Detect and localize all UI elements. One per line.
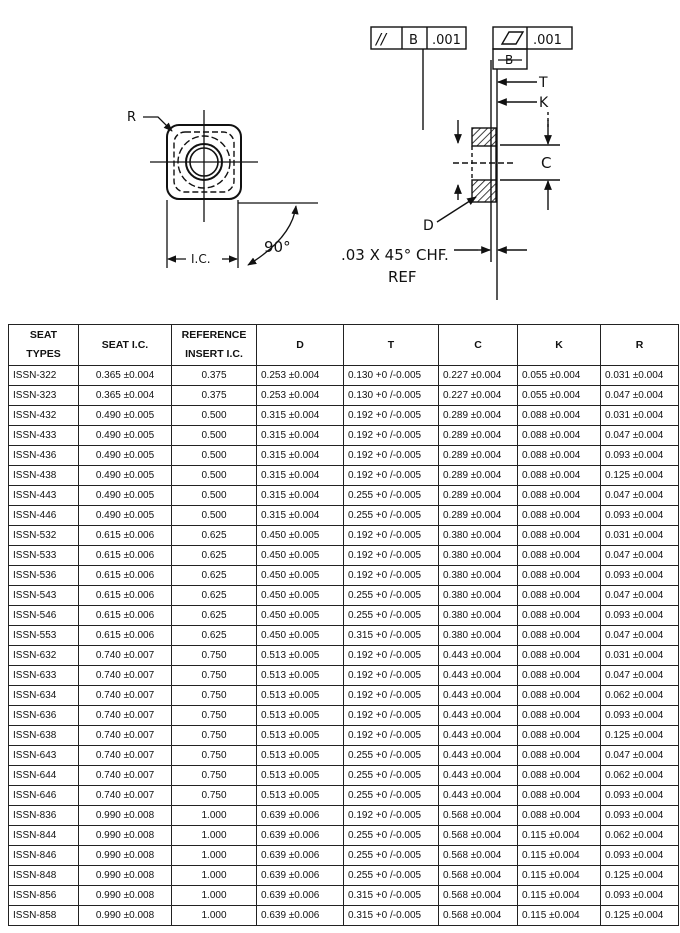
cell-seat-ic: 0.615 ±0.006: [79, 566, 172, 586]
cell-t-value: 0.255 +0 /-0.005: [344, 766, 439, 786]
cell-r-value: 0.031 ±0.004: [601, 526, 679, 546]
cell-d-value: 0.315 ±0.004: [257, 486, 344, 506]
table-row: [9, 526, 679, 546]
cell-seat-ic: 0.990 ±0.008: [79, 866, 172, 886]
cell-reference-insert-ic: 0.375: [172, 386, 257, 406]
cell-seat-type: ISSN-846: [9, 846, 79, 866]
cell-r-value: 0.047 ±0.004: [601, 586, 679, 606]
cell-d-value: 0.513 ±0.005: [257, 686, 344, 706]
cell-c-value: 0.443 ±0.004: [439, 666, 518, 686]
table-row: [9, 586, 679, 606]
cell-reference-insert-ic: 0.625: [172, 546, 257, 566]
table-row: [9, 406, 679, 426]
cell-k-value: 0.088 ±0.004: [518, 406, 601, 426]
cell-d-value: 0.315 ±0.004: [257, 466, 344, 486]
cell-seat-type: ISSN-536: [9, 566, 79, 586]
cell-reference-insert-ic: 0.625: [172, 526, 257, 546]
cell-t-value: 0.255 +0 /-0.005: [344, 866, 439, 886]
angle-arc: [248, 206, 296, 265]
cell-c-value: 0.443 ±0.004: [439, 686, 518, 706]
table-row: [9, 866, 679, 886]
table-header-row: [9, 325, 679, 366]
cell-seat-ic: 0.740 ±0.007: [79, 766, 172, 786]
section-lower: [472, 180, 496, 202]
cell-reference-insert-ic: 0.750: [172, 706, 257, 726]
cell-reference-insert-ic: 1.000: [172, 806, 257, 826]
table-row: [9, 546, 679, 566]
cell-seat-type: ISSN-643: [9, 746, 79, 766]
cell-d-value: 0.450 ±0.005: [257, 546, 344, 566]
header-c: C: [439, 325, 518, 366]
cell-d-value: 0.315 ±0.004: [257, 446, 344, 466]
cell-c-value: 0.289 ±0.004: [439, 446, 518, 466]
cell-r-value: 0.125 ±0.004: [601, 866, 679, 886]
cell-reference-insert-ic: 0.750: [172, 766, 257, 786]
cell-c-value: 0.380 ±0.004: [439, 546, 518, 566]
cell-reference-insert-ic: 1.000: [172, 866, 257, 886]
cell-d-value: 0.639 ±0.006: [257, 806, 344, 826]
cell-c-value: 0.380 ±0.004: [439, 526, 518, 546]
cell-seat-ic: 0.740 ±0.007: [79, 706, 172, 726]
cell-k-value: 0.115 ±0.004: [518, 886, 601, 906]
cell-r-value: 0.125 ±0.004: [601, 466, 679, 486]
cell-seat-ic: 0.990 ±0.008: [79, 886, 172, 906]
cell-reference-insert-ic: 0.375: [172, 366, 257, 386]
cell-r-value: 0.047 ±0.004: [601, 626, 679, 646]
cell-seat-type: ISSN-546: [9, 606, 79, 626]
cell-k-value: 0.088 ±0.004: [518, 566, 601, 586]
cell-reference-insert-ic: 0.750: [172, 686, 257, 706]
header-d: D: [257, 325, 344, 366]
cell-seat-type: ISSN-446: [9, 506, 79, 526]
cell-r-value: 0.125 ±0.004: [601, 726, 679, 746]
cell-seat-type: ISSN-438: [9, 466, 79, 486]
cell-reference-insert-ic: 0.750: [172, 646, 257, 666]
cell-seat-ic: 0.740 ±0.007: [79, 666, 172, 686]
table-row: [9, 626, 679, 646]
cell-k-value: 0.088 ±0.004: [518, 606, 601, 626]
cell-t-value: 0.192 +0 /-0.005: [344, 466, 439, 486]
cell-seat-type: ISSN-634: [9, 686, 79, 706]
cell-seat-type: ISSN-553: [9, 626, 79, 646]
cell-k-value: 0.055 ±0.004: [518, 386, 601, 406]
header-reference-insert: REFERENCE INSERT I.C.: [172, 325, 257, 366]
cell-k-value: 0.088 ±0.004: [518, 786, 601, 806]
cell-seat-ic: 0.740 ±0.007: [79, 686, 172, 706]
cell-reference-insert-ic: 1.000: [172, 886, 257, 906]
table-row: [9, 906, 679, 926]
cell-t-value: 0.192 +0 /-0.005: [344, 686, 439, 706]
table-row: [9, 846, 679, 866]
cell-r-value: 0.031 ±0.004: [601, 366, 679, 386]
cell-r-value: 0.062 ±0.004: [601, 686, 679, 706]
cell-t-value: 0.192 +0 /-0.005: [344, 726, 439, 746]
label-r: R: [127, 110, 137, 125]
cell-r-value: 0.047 ±0.004: [601, 666, 679, 686]
cell-r-value: 0.093 ±0.004: [601, 706, 679, 726]
label-ref: REF: [388, 268, 417, 286]
cell-r-value: 0.047 ±0.004: [601, 746, 679, 766]
table-row: [9, 366, 679, 386]
cell-t-value: 0.315 +0 /-0.005: [344, 906, 439, 926]
cell-k-value: 0.088 ±0.004: [518, 506, 601, 526]
cell-seat-type: ISSN-632: [9, 646, 79, 666]
cell-c-value: 0.443 ±0.004: [439, 706, 518, 726]
cell-t-value: 0.192 +0 /-0.005: [344, 806, 439, 826]
table-body: [9, 366, 679, 926]
cell-seat-type: ISSN-323: [9, 386, 79, 406]
cell-reference-insert-ic: 0.625: [172, 566, 257, 586]
cell-k-value: 0.088 ±0.004: [518, 466, 601, 486]
cell-k-value: 0.055 ±0.004: [518, 366, 601, 386]
cell-seat-type: ISSN-633: [9, 666, 79, 686]
cell-seat-type: ISSN-433: [9, 426, 79, 446]
cell-t-value: 0.315 +0 /-0.005: [344, 626, 439, 646]
top-view: [143, 110, 318, 268]
cell-seat-ic: 0.740 ±0.007: [79, 746, 172, 766]
cell-d-value: 0.253 ±0.004: [257, 366, 344, 386]
table-row: [9, 886, 679, 906]
header-k: K: [518, 325, 601, 366]
cell-seat-type: ISSN-856: [9, 886, 79, 906]
cell-r-value: 0.047 ±0.004: [601, 546, 679, 566]
cell-seat-ic: 0.740 ±0.007: [79, 786, 172, 806]
cell-r-value: 0.093 ±0.004: [601, 786, 679, 806]
label-angle: 90°: [264, 238, 291, 256]
table-row: [9, 786, 679, 806]
table-row: [9, 466, 679, 486]
cell-seat-ic: 0.990 ±0.008: [79, 906, 172, 926]
cell-reference-insert-ic: 0.750: [172, 726, 257, 746]
table-row: [9, 766, 679, 786]
header-seat-ic: SEAT I.C.: [79, 325, 172, 366]
cell-k-value: 0.088 ±0.004: [518, 686, 601, 706]
cell-k-value: 0.115 ±0.004: [518, 846, 601, 866]
table-row: [9, 686, 679, 706]
cell-t-value: 0.255 +0 /-0.005: [344, 586, 439, 606]
cell-reference-insert-ic: 0.750: [172, 746, 257, 766]
table-row: [9, 806, 679, 826]
cell-d-value: 0.315 ±0.004: [257, 506, 344, 526]
cell-t-value: 0.192 +0 /-0.005: [344, 426, 439, 446]
label-chamfer: .03 X 45° CHF.: [341, 246, 449, 264]
cell-d-value: 0.450 ±0.005: [257, 566, 344, 586]
cell-r-value: 0.093 ±0.004: [601, 506, 679, 526]
technical-drawing: [0, 0, 680, 300]
cell-c-value: 0.443 ±0.004: [439, 786, 518, 806]
table-row: [9, 726, 679, 746]
cell-k-value: 0.088 ±0.004: [518, 766, 601, 786]
datum-b: B: [505, 53, 514, 67]
cell-d-value: 0.450 ±0.005: [257, 626, 344, 646]
cell-seat-ic: 0.990 ±0.008: [79, 806, 172, 826]
cell-t-value: 0.192 +0 /-0.005: [344, 666, 439, 686]
label-ic: I.C.: [191, 252, 211, 266]
header-t: T: [344, 325, 439, 366]
cell-r-value: 0.047 ±0.004: [601, 486, 679, 506]
cell-c-value: 0.380 ±0.004: [439, 626, 518, 646]
cell-r-value: 0.093 ±0.004: [601, 806, 679, 826]
cell-d-value: 0.513 ±0.005: [257, 646, 344, 666]
parallel-datum: B: [409, 33, 418, 48]
table-row: [9, 426, 679, 446]
cell-seat-type: ISSN-322: [9, 366, 79, 386]
cell-seat-type: ISSN-533: [9, 546, 79, 566]
cell-c-value: 0.568 ±0.004: [439, 846, 518, 866]
cell-seat-type: ISSN-646: [9, 786, 79, 806]
cell-k-value: 0.088 ±0.004: [518, 446, 601, 466]
cell-r-value: 0.125 ±0.004: [601, 906, 679, 926]
cell-t-value: 0.192 +0 /-0.005: [344, 566, 439, 586]
cell-d-value: 0.639 ±0.006: [257, 866, 344, 886]
cell-c-value: 0.568 ±0.004: [439, 906, 518, 926]
cell-seat-ic: 0.615 ±0.006: [79, 586, 172, 606]
cell-seat-type: ISSN-644: [9, 766, 79, 786]
cell-d-value: 0.513 ±0.005: [257, 726, 344, 746]
cell-k-value: 0.088 ±0.004: [518, 526, 601, 546]
cell-seat-ic: 0.490 ±0.005: [79, 406, 172, 426]
cell-seat-type: ISSN-844: [9, 826, 79, 846]
cell-k-value: 0.115 ±0.004: [518, 866, 601, 886]
cell-seat-ic: 0.490 ±0.005: [79, 506, 172, 526]
cell-c-value: 0.443 ±0.004: [439, 646, 518, 666]
cell-d-value: 0.450 ±0.005: [257, 526, 344, 546]
cell-t-value: 0.192 +0 /-0.005: [344, 406, 439, 426]
cell-d-value: 0.513 ±0.005: [257, 786, 344, 806]
cell-t-value: 0.255 +0 /-0.005: [344, 606, 439, 626]
cell-reference-insert-ic: 0.500: [172, 486, 257, 506]
cell-k-value: 0.088 ±0.004: [518, 546, 601, 566]
cell-t-value: 0.192 +0 /-0.005: [344, 526, 439, 546]
table-row: [9, 446, 679, 466]
cell-seat-ic: 0.365 ±0.004: [79, 366, 172, 386]
cell-k-value: 0.088 ±0.004: [518, 586, 601, 606]
label-d: D: [423, 218, 434, 234]
cell-d-value: 0.315 ±0.004: [257, 406, 344, 426]
cell-reference-insert-ic: 0.500: [172, 406, 257, 426]
table-row: [9, 386, 679, 406]
cell-seat-ic: 0.740 ±0.007: [79, 646, 172, 666]
cell-c-value: 0.289 ±0.004: [439, 506, 518, 526]
cell-reference-insert-ic: 0.500: [172, 446, 257, 466]
table-row: [9, 826, 679, 846]
cell-t-value: 0.192 +0 /-0.005: [344, 706, 439, 726]
cell-r-value: 0.062 ±0.004: [601, 826, 679, 846]
cell-t-value: 0.130 +0 /-0.005: [344, 366, 439, 386]
label-c: C: [541, 154, 552, 172]
cell-k-value: 0.088 ±0.004: [518, 726, 601, 746]
cell-t-value: 0.255 +0 /-0.005: [344, 506, 439, 526]
table-row: [9, 646, 679, 666]
cell-c-value: 0.289 ±0.004: [439, 426, 518, 446]
cell-c-value: 0.289 ±0.004: [439, 406, 518, 426]
cell-t-value: 0.255 +0 /-0.005: [344, 846, 439, 866]
cell-k-value: 0.115 ±0.004: [518, 906, 601, 926]
cell-reference-insert-ic: 0.500: [172, 466, 257, 486]
cell-seat-type: ISSN-443: [9, 486, 79, 506]
cell-reference-insert-ic: 1.000: [172, 846, 257, 866]
cell-seat-type: ISSN-636: [9, 706, 79, 726]
cell-reference-insert-ic: 0.500: [172, 506, 257, 526]
section-upper: [472, 128, 496, 146]
cell-c-value: 0.443 ±0.004: [439, 766, 518, 786]
cell-d-value: 0.315 ±0.004: [257, 426, 344, 446]
table-row: [9, 606, 679, 626]
label-k: K: [539, 95, 549, 111]
cell-seat-ic: 0.490 ±0.005: [79, 466, 172, 486]
cell-seat-ic: 0.990 ±0.008: [79, 846, 172, 866]
cell-reference-insert-ic: 0.750: [172, 666, 257, 686]
header-r: R: [601, 325, 679, 366]
cell-d-value: 0.513 ±0.005: [257, 706, 344, 726]
cell-k-value: 0.088 ±0.004: [518, 486, 601, 506]
cell-k-value: 0.088 ±0.004: [518, 706, 601, 726]
cell-k-value: 0.115 ±0.004: [518, 826, 601, 846]
cell-seat-ic: 0.615 ±0.006: [79, 626, 172, 646]
cell-r-value: 0.031 ±0.004: [601, 646, 679, 666]
cell-c-value: 0.568 ±0.004: [439, 866, 518, 886]
cell-seat-type: ISSN-858: [9, 906, 79, 926]
cell-seat-type: ISSN-543: [9, 586, 79, 606]
cell-d-value: 0.513 ±0.005: [257, 666, 344, 686]
cell-r-value: 0.093 ±0.004: [601, 606, 679, 626]
cell-k-value: 0.088 ±0.004: [518, 646, 601, 666]
cell-c-value: 0.443 ±0.004: [439, 746, 518, 766]
cell-t-value: 0.255 +0 /-0.005: [344, 486, 439, 506]
cell-c-value: 0.289 ±0.004: [439, 466, 518, 486]
cell-d-value: 0.513 ±0.005: [257, 746, 344, 766]
parallel-symbol: //: [376, 30, 387, 48]
cell-r-value: 0.047 ±0.004: [601, 426, 679, 446]
cell-c-value: 0.443 ±0.004: [439, 726, 518, 746]
cell-c-value: 0.568 ±0.004: [439, 826, 518, 846]
cell-t-value: 0.255 +0 /-0.005: [344, 786, 439, 806]
table-row: [9, 486, 679, 506]
cell-seat-ic: 0.990 ±0.008: [79, 826, 172, 846]
cell-seat-ic: 0.490 ±0.005: [79, 486, 172, 506]
cell-c-value: 0.227 ±0.004: [439, 366, 518, 386]
cell-d-value: 0.639 ±0.006: [257, 846, 344, 866]
cell-c-value: 0.380 ±0.004: [439, 606, 518, 626]
cell-seat-type: ISSN-638: [9, 726, 79, 746]
cell-t-value: 0.130 +0 /-0.005: [344, 386, 439, 406]
cell-seat-type: ISSN-836: [9, 806, 79, 826]
table-row: [9, 706, 679, 726]
cell-c-value: 0.380 ±0.004: [439, 566, 518, 586]
header-seat-types: SEAT TYPES: [9, 325, 79, 366]
cell-reference-insert-ic: 0.500: [172, 426, 257, 446]
cell-t-value: 0.255 +0 /-0.005: [344, 746, 439, 766]
cell-reference-insert-ic: 0.625: [172, 586, 257, 606]
cell-r-value: 0.093 ±0.004: [601, 886, 679, 906]
cell-t-value: 0.192 +0 /-0.005: [344, 646, 439, 666]
cell-reference-insert-ic: 1.000: [172, 906, 257, 926]
cell-k-value: 0.088 ±0.004: [518, 626, 601, 646]
cell-d-value: 0.450 ±0.005: [257, 606, 344, 626]
cell-r-value: 0.062 ±0.004: [601, 766, 679, 786]
cell-reference-insert-ic: 1.000: [172, 826, 257, 846]
cell-t-value: 0.192 +0 /-0.005: [344, 446, 439, 466]
cell-seat-ic: 0.490 ±0.005: [79, 446, 172, 466]
cell-k-value: 0.088 ±0.004: [518, 746, 601, 766]
cell-r-value: 0.093 ±0.004: [601, 446, 679, 466]
cell-r-value: 0.031 ±0.004: [601, 406, 679, 426]
table-row: [9, 506, 679, 526]
cell-t-value: 0.255 +0 /-0.005: [344, 826, 439, 846]
seat-dimensions-table: [8, 324, 679, 926]
cell-reference-insert-ic: 0.750: [172, 786, 257, 806]
cell-seat-ic: 0.365 ±0.004: [79, 386, 172, 406]
cell-d-value: 0.639 ±0.006: [257, 826, 344, 846]
cell-d-value: 0.639 ±0.006: [257, 886, 344, 906]
cell-c-value: 0.380 ±0.004: [439, 586, 518, 606]
cell-seat-type: ISSN-436: [9, 446, 79, 466]
cell-seat-type: ISSN-848: [9, 866, 79, 886]
table-row: [9, 566, 679, 586]
cell-seat-ic: 0.740 ±0.007: [79, 726, 172, 746]
cell-d-value: 0.450 ±0.005: [257, 586, 344, 606]
cell-k-value: 0.088 ±0.004: [518, 806, 601, 826]
cell-seat-ic: 0.615 ±0.006: [79, 526, 172, 546]
cell-t-value: 0.315 +0 /-0.005: [344, 886, 439, 906]
cell-seat-type: ISSN-432: [9, 406, 79, 426]
cell-seat-ic: 0.490 ±0.005: [79, 426, 172, 446]
parallel-tolerance: .001: [432, 33, 461, 48]
cell-c-value: 0.568 ±0.004: [439, 886, 518, 906]
cell-seat-ic: 0.615 ±0.006: [79, 606, 172, 626]
cell-c-value: 0.227 ±0.004: [439, 386, 518, 406]
cell-c-value: 0.568 ±0.004: [439, 806, 518, 826]
cell-r-value: 0.093 ±0.004: [601, 566, 679, 586]
cell-d-value: 0.253 ±0.004: [257, 386, 344, 406]
cell-reference-insert-ic: 0.625: [172, 606, 257, 626]
cell-seat-ic: 0.615 ±0.006: [79, 546, 172, 566]
cell-r-value: 0.093 ±0.004: [601, 846, 679, 866]
flatness-tolerance: .001: [533, 33, 562, 48]
cell-r-value: 0.047 ±0.004: [601, 386, 679, 406]
table-row: [9, 746, 679, 766]
cell-c-value: 0.289 ±0.004: [439, 486, 518, 506]
cell-k-value: 0.088 ±0.004: [518, 426, 601, 446]
cell-t-value: 0.192 +0 /-0.005: [344, 546, 439, 566]
cell-k-value: 0.088 ±0.004: [518, 666, 601, 686]
cell-d-value: 0.513 ±0.005: [257, 766, 344, 786]
table-row: [9, 666, 679, 686]
cell-seat-type: ISSN-532: [9, 526, 79, 546]
cell-reference-insert-ic: 0.625: [172, 626, 257, 646]
cell-d-value: 0.639 ±0.006: [257, 906, 344, 926]
label-t: T: [539, 75, 548, 91]
r-leader: [143, 117, 172, 131]
